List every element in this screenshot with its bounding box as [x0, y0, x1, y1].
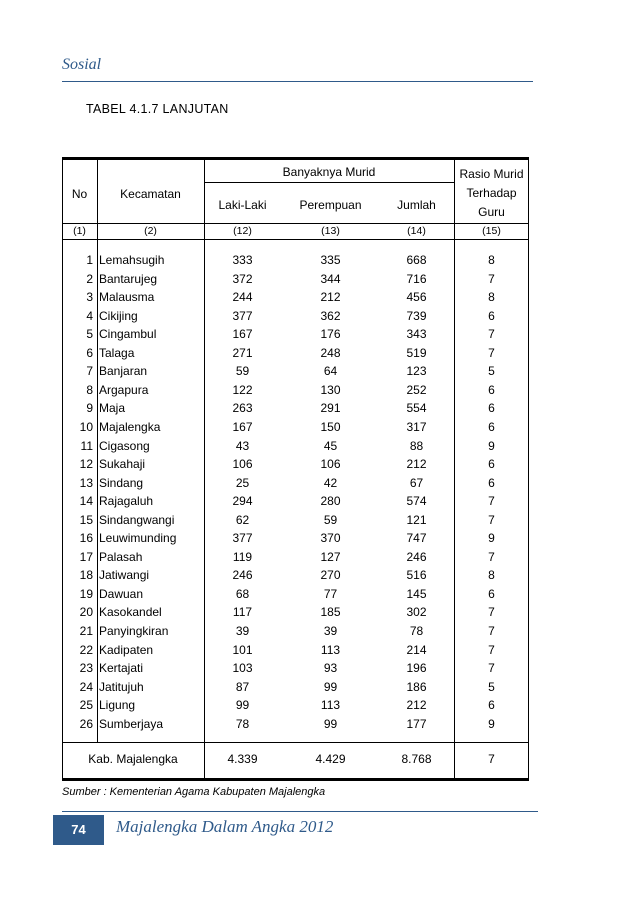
table-row — [62, 715, 529, 734]
header-rasio-line1: Rasio Murid — [459, 167, 524, 181]
row-perempuan: 59 — [323, 512, 338, 527]
row-kecamatan: Jatitujuh — [99, 679, 144, 694]
total-rasio: 7 — [488, 752, 495, 766]
row-rasio: 9 — [488, 716, 495, 731]
table-top-rule — [62, 157, 529, 160]
table-row — [62, 474, 529, 493]
row-jumlah: 214 — [406, 642, 427, 657]
table-row — [62, 585, 529, 604]
total-jumlah: 8.768 — [401, 752, 432, 766]
row-laki: 39 — [235, 624, 250, 638]
row-kecamatan: Palasah — [99, 549, 143, 564]
row-perempuan: 99 — [323, 716, 338, 731]
row-perempuan: 150 — [320, 419, 341, 434]
row-laki: 122 — [232, 382, 253, 397]
body-bottom-rule — [62, 742, 529, 743]
row-laki: 377 — [232, 531, 253, 546]
row-laki: 372 — [232, 271, 253, 286]
row-jumlah: 554 — [406, 401, 427, 416]
row-rasio: 6 — [488, 308, 495, 323]
row-rasio: 7 — [488, 327, 495, 342]
row-rasio: 6 — [488, 401, 495, 416]
row-kecamatan: Ligung — [99, 698, 136, 713]
row-perempuan: 42 — [323, 475, 338, 490]
table-row — [62, 492, 529, 511]
row-laki: 271 — [232, 345, 253, 360]
row-rasio: 6 — [488, 382, 495, 397]
row-jumlah: 516 — [406, 568, 427, 583]
row-kecamatan: Kertajati — [99, 661, 144, 676]
table-row — [62, 381, 529, 400]
row-perempuan: 176 — [320, 327, 341, 342]
row-laki: 244 — [232, 290, 253, 305]
row-jumlah: 212 — [406, 457, 427, 472]
table-caption: TABEL 4.1.7 LANJUTAN — [86, 102, 229, 116]
header-group-banyaknya-murid: Banyaknya Murid — [282, 165, 376, 179]
row-jumlah: 716 — [406, 271, 427, 286]
header-no: No — [71, 187, 88, 201]
row-laki: 62 — [235, 512, 250, 527]
table-row — [62, 529, 529, 548]
row-perempuan: 344 — [320, 271, 341, 286]
row-no: 2 — [86, 271, 93, 286]
row-jumlah: 747 — [406, 531, 427, 546]
row-kecamatan: Dawuan — [99, 586, 144, 601]
row-rasio: 7 — [488, 271, 495, 286]
row-laki: 99 — [235, 698, 250, 713]
header-laki-laki: Laki-Laki — [218, 198, 267, 212]
row-no: 22 — [79, 642, 93, 657]
row-jumlah: 668 — [406, 253, 427, 267]
row-no: 21 — [79, 624, 93, 638]
row-perempuan: 212 — [320, 290, 341, 305]
row-rasio: 7 — [488, 549, 495, 564]
row-kecamatan: Bantarujeg — [99, 271, 158, 286]
row-rasio: 7 — [488, 494, 495, 509]
table-total-row — [62, 750, 529, 769]
table-row — [62, 399, 529, 418]
row-perempuan: 106 — [320, 457, 341, 472]
header-rasio-line3: Guru — [478, 205, 505, 219]
row-kecamatan: Kadipaten — [99, 642, 154, 657]
row-laki: 106 — [232, 457, 253, 472]
table-row — [62, 325, 529, 344]
row-kecamatan: Lemahsugih — [99, 253, 165, 267]
row-jumlah: 123 — [406, 364, 427, 379]
row-perempuan: 185 — [320, 605, 341, 620]
row-rasio: 6 — [488, 419, 495, 434]
row-no: 17 — [79, 549, 93, 564]
group-header-rule — [204, 182, 454, 183]
row-perempuan: 335 — [320, 253, 341, 267]
row-no: 7 — [86, 364, 93, 379]
row-no: 18 — [79, 568, 93, 583]
table-row — [62, 678, 529, 697]
table-row — [62, 696, 529, 715]
row-rasio: 6 — [488, 457, 495, 472]
row-jumlah: 252 — [406, 382, 427, 397]
header-kecamatan: Kecamatan — [120, 187, 181, 201]
table-row — [62, 455, 529, 474]
row-jumlah: 177 — [406, 716, 427, 731]
row-perempuan: 113 — [320, 698, 341, 713]
row-kecamatan: Talaga — [99, 345, 135, 360]
row-perempuan: 280 — [320, 494, 341, 509]
table-row — [62, 307, 529, 326]
row-perempuan: 248 — [320, 345, 341, 360]
row-jumlah: 574 — [406, 494, 427, 509]
row-rasio: 5 — [488, 364, 495, 379]
row-rasio: 6 — [488, 586, 495, 601]
row-jumlah: 343 — [406, 327, 427, 342]
row-kecamatan: Sindangwangi — [99, 512, 175, 527]
row-no: 19 — [79, 586, 93, 601]
colnum-kec: (2) — [144, 225, 157, 237]
row-no: 25 — [79, 698, 93, 713]
row-rasio: 8 — [488, 290, 495, 305]
table-row — [62, 641, 529, 660]
row-perempuan: 93 — [323, 661, 338, 676]
row-perempuan: 270 — [320, 568, 341, 583]
row-no: 4 — [86, 308, 93, 323]
row-laki: 377 — [232, 308, 253, 323]
header-rule — [62, 81, 533, 82]
row-no: 23 — [79, 661, 93, 676]
section-title: Sosial — [62, 56, 102, 73]
row-kecamatan: Cikijing — [99, 308, 138, 323]
total-perempuan: 4.429 — [315, 752, 346, 766]
table-row — [62, 251, 529, 270]
row-laki: 263 — [232, 401, 253, 416]
header-bottom-rule — [62, 223, 529, 224]
row-no: 14 — [79, 494, 93, 509]
row-laki: 167 — [232, 327, 253, 342]
row-no: 16 — [79, 531, 93, 546]
row-laki: 294 — [232, 494, 253, 509]
row-laki: 103 — [232, 661, 253, 676]
row-rasio: 7 — [488, 661, 495, 676]
row-laki: 167 — [232, 419, 253, 434]
row-perempuan: 77 — [323, 586, 338, 601]
colnum-bottom-rule — [62, 239, 529, 240]
table-row — [62, 603, 529, 622]
row-jumlah: 212 — [406, 698, 427, 713]
row-rasio: 5 — [488, 679, 495, 694]
row-jumlah: 196 — [406, 661, 427, 676]
row-rasio: 9 — [488, 438, 495, 453]
row-perempuan: 127 — [320, 549, 341, 564]
row-no: 1 — [86, 253, 93, 267]
row-kecamatan: Argapura — [99, 382, 149, 397]
row-perempuan: 113 — [320, 642, 341, 657]
row-no: 11 — [80, 438, 93, 453]
row-laki: 87 — [235, 679, 250, 694]
row-no: 24 — [79, 679, 93, 694]
row-perempuan: 130 — [320, 382, 341, 397]
row-kecamatan: Rajagaluh — [99, 494, 154, 509]
row-jumlah: 67 — [409, 475, 424, 490]
row-laki: 78 — [235, 716, 250, 731]
row-perempuan: 64 — [323, 364, 338, 379]
row-perempuan: 99 — [323, 679, 338, 694]
row-rasio: 8 — [488, 568, 495, 583]
row-jumlah: 456 — [406, 290, 427, 305]
row-rasio: 9 — [488, 531, 495, 546]
table-row — [62, 548, 529, 567]
row-rasio: 8 — [488, 253, 495, 267]
row-rasio: 7 — [488, 345, 495, 360]
row-no: 20 — [79, 605, 93, 620]
table-row — [62, 437, 529, 456]
row-no: 8 — [86, 382, 93, 397]
row-no: 12 — [79, 457, 93, 472]
table-row — [62, 622, 529, 641]
row-jumlah: 519 — [406, 345, 427, 360]
row-perempuan: 45 — [323, 438, 338, 453]
row-rasio: 6 — [488, 475, 495, 490]
row-rasio: 7 — [488, 642, 495, 657]
total-laki: 4.339 — [227, 752, 258, 766]
row-jumlah: 78 — [409, 624, 424, 638]
row-rasio: 7 — [488, 624, 495, 638]
row-kecamatan: Maja — [99, 401, 126, 416]
row-no: 9 — [86, 401, 93, 416]
row-kecamatan: Kasokandel — [99, 605, 162, 620]
row-jumlah: 186 — [406, 679, 427, 694]
row-jumlah: 88 — [409, 438, 424, 453]
source-note: Sumber : Kementerian Agama Kabupaten Majalengka — [62, 786, 326, 798]
colnum-laki: (12) — [233, 225, 252, 237]
header-rasio-line2: Terhadap — [466, 186, 517, 200]
total-label: Kab. Majalengka — [88, 752, 178, 766]
row-no: 5 — [86, 327, 93, 342]
row-jumlah: 145 — [406, 586, 427, 601]
table-row — [62, 344, 529, 363]
row-laki: 246 — [232, 568, 253, 583]
row-kecamatan: Cingambul — [99, 327, 157, 342]
row-kecamatan: Leuwimunding — [99, 531, 177, 546]
table-row — [62, 288, 529, 307]
row-jumlah: 739 — [406, 308, 427, 323]
row-laki: 101 — [232, 642, 253, 657]
row-laki: 333 — [232, 253, 253, 267]
table-row — [62, 362, 529, 381]
row-kecamatan: Malausma — [99, 290, 155, 305]
header-jumlah: Jumlah — [397, 198, 436, 212]
row-kecamatan: Cigasong — [99, 438, 150, 453]
colnum-rasio: (15) — [482, 225, 501, 237]
table-bottom-rule — [62, 778, 529, 781]
row-laki: 43 — [235, 438, 250, 453]
colnum-perempuan: (13) — [321, 225, 340, 237]
row-kecamatan: Banjaran — [99, 364, 148, 379]
row-jumlah: 121 — [406, 512, 427, 527]
row-kecamatan: Jatiwangi — [99, 568, 150, 583]
row-perempuan: 291 — [320, 401, 341, 416]
row-rasio: 7 — [488, 512, 495, 527]
colnum-no: (1) — [73, 225, 86, 237]
row-perempuan: 362 — [320, 308, 341, 323]
row-kecamatan: Sindang — [99, 475, 144, 490]
row-laki: 25 — [235, 475, 250, 490]
table-row — [62, 659, 529, 678]
row-rasio: 7 — [488, 605, 495, 620]
row-no: 26 — [79, 716, 93, 731]
table-row — [62, 418, 529, 437]
row-no: 6 — [86, 345, 93, 360]
page-number: 74 — [71, 822, 86, 837]
row-no: 13 — [79, 475, 93, 490]
row-no: 3 — [86, 290, 93, 305]
row-kecamatan: Sukahaji — [99, 457, 146, 472]
footer-rule — [62, 811, 538, 812]
row-kecamatan: Panyingkiran — [99, 624, 169, 638]
table-row — [62, 270, 529, 289]
row-laki: 59 — [235, 364, 250, 379]
row-jumlah: 302 — [406, 605, 427, 620]
row-jumlah: 317 — [406, 419, 427, 434]
colnum-jumlah: (14) — [407, 225, 426, 237]
footer-title: Majalengka Dalam Angka 2012 — [116, 817, 334, 836]
row-no: 10 — [79, 419, 93, 434]
row-jumlah: 246 — [406, 549, 427, 564]
row-perempuan: 39 — [323, 624, 338, 638]
row-laki: 68 — [235, 586, 250, 601]
row-kecamatan: Majalengka — [99, 419, 161, 434]
table-row — [62, 566, 529, 585]
table-row — [62, 511, 529, 530]
row-rasio: 6 — [488, 698, 495, 713]
row-perempuan: 370 — [320, 531, 341, 546]
row-no: 15 — [79, 512, 93, 527]
row-laki: 119 — [232, 549, 253, 564]
row-kecamatan: Sumberjaya — [99, 716, 164, 731]
row-laki: 117 — [232, 605, 253, 620]
header-perempuan: Perempuan — [299, 198, 362, 212]
